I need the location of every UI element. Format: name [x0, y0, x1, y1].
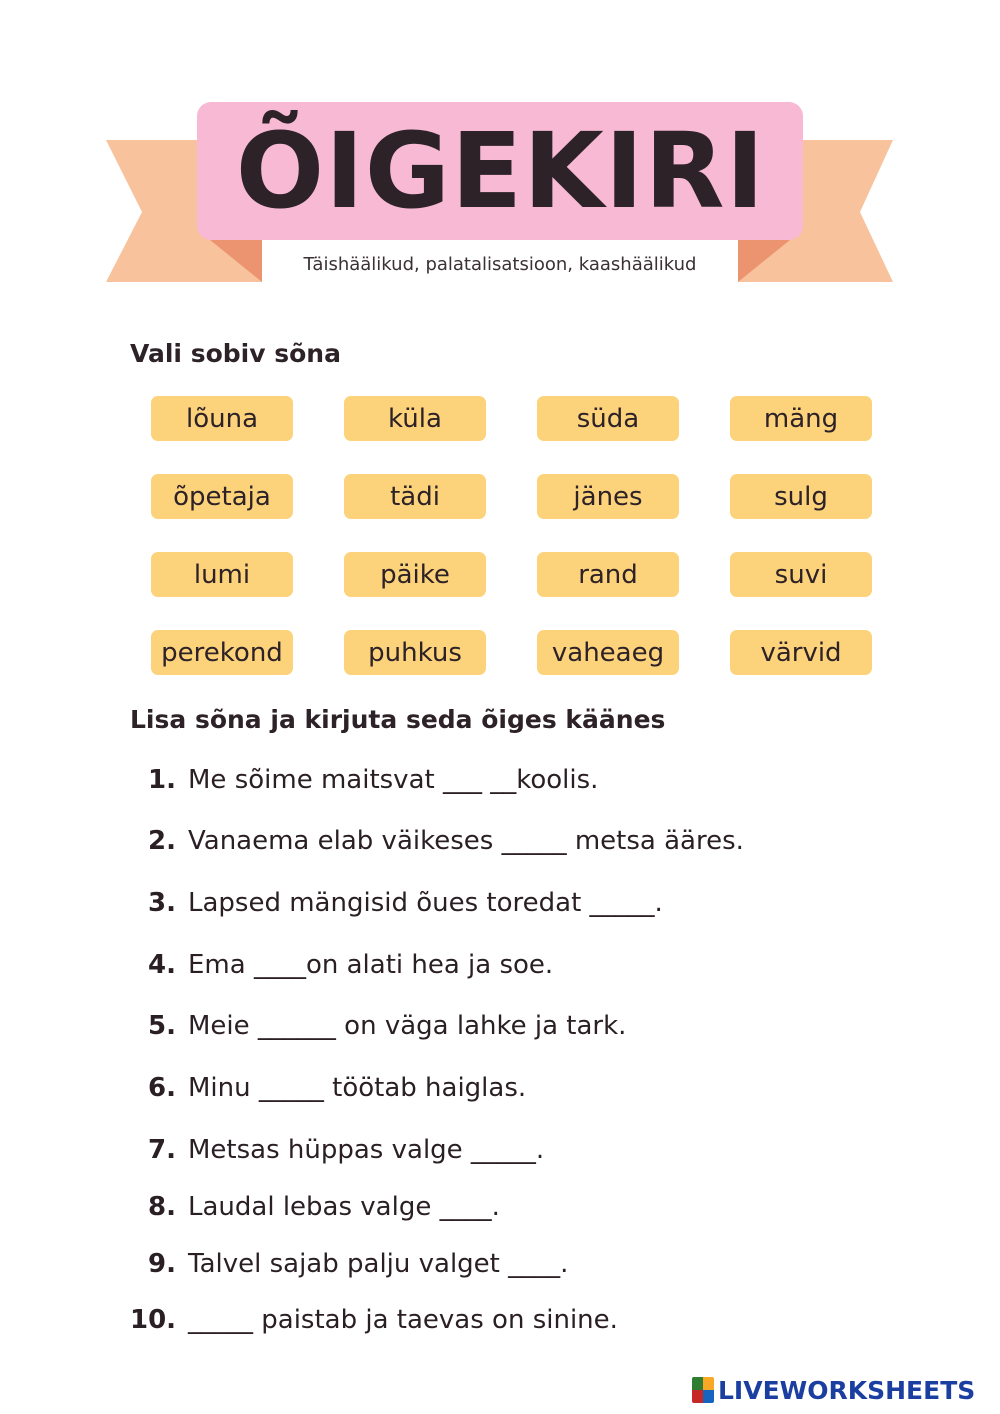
sentence-text[interactable]: Metsas hüppas valge _____.	[188, 1135, 545, 1165]
sentence-item	[130, 821, 910, 861]
word-chip-kula[interactable]: küla	[344, 396, 486, 441]
word-chip-opetaja[interactable]: õpetaja	[151, 474, 293, 519]
sentence-text[interactable]: Talvel sajab palju valget ____.	[188, 1249, 569, 1279]
word-chip-janes[interactable]: jänes	[537, 474, 679, 519]
sentence-number: 5.	[148, 1011, 176, 1041]
word-chip-suvi[interactable]: suvi	[730, 552, 872, 597]
sentence-number: 2.	[148, 826, 176, 856]
sentence-number: 10.	[130, 1305, 177, 1335]
word-chip-paike[interactable]: päike	[344, 552, 486, 597]
sentence-number: 3.	[148, 888, 176, 918]
sentence-number: 4.	[148, 950, 176, 980]
word-bank-heading: Vali sobiv sõna	[130, 339, 341, 368]
sentence-item	[130, 945, 910, 985]
liveworksheets-logo	[692, 1374, 975, 1406]
sentence-text[interactable]: Vanaema elab väikeses _____ metsa ääres.	[188, 826, 744, 856]
sentence-number: 9.	[148, 1249, 176, 1279]
sentence-number: 1.	[148, 765, 176, 795]
title-banner	[0, 0, 1000, 300]
sentence-text[interactable]: _____ paistab ja taevas on sinine.	[188, 1305, 618, 1335]
page-subtitle: Täishäälikud, palatalisatsioon, kaashäälikud	[303, 254, 697, 275]
word-chip-tadi[interactable]: tädi	[344, 474, 486, 519]
sentences-heading: Lisa sõna ja kirjuta seda õiges käänes	[130, 705, 666, 734]
word-chip-louna[interactable]: lõuna	[151, 396, 293, 441]
sentence-text[interactable]: Laudal lebas valge ____.	[188, 1192, 500, 1222]
liveworksheets-mark-icon	[692, 1377, 714, 1403]
sentence-text[interactable]: Lapsed mängisid õues toredat _____.	[188, 888, 663, 918]
sentence-number: 8.	[148, 1192, 176, 1222]
word-bank	[151, 396, 873, 675]
sentence-number: 6.	[148, 1073, 176, 1103]
sentence-number: 7.	[148, 1135, 176, 1165]
sentence-text[interactable]: Meie ______ on väga lahke ja tark.	[188, 1011, 627, 1041]
sentence-item	[130, 1187, 910, 1227]
word-chip-vaheaeg[interactable]: vaheaeg	[537, 630, 679, 675]
sentence-item	[130, 760, 910, 800]
liveworksheets-brand: LIVEWORKSHEETS	[718, 1375, 976, 1405]
word-chip-perekond[interactable]: perekond	[151, 630, 293, 675]
sentence-item	[130, 1244, 910, 1284]
page-title: ÕIGEKIRI	[235, 110, 766, 232]
word-chip-mang[interactable]: mäng	[730, 396, 872, 441]
sentence-item	[130, 883, 910, 923]
sentence-text[interactable]: Me sõime maitsvat ___ __koolis.	[188, 765, 599, 795]
word-chip-sulg[interactable]: sulg	[730, 474, 872, 519]
sentence-item	[130, 1130, 910, 1170]
sentence-item	[130, 1006, 910, 1046]
sentence-item	[130, 1300, 910, 1340]
word-chip-puhkus[interactable]: puhkus	[344, 630, 486, 675]
word-chip-suda[interactable]: süda	[537, 396, 679, 441]
sentence-item	[130, 1068, 910, 1108]
sentence-text[interactable]: Ema ____on alati hea ja soe.	[188, 950, 554, 980]
sentence-text[interactable]: Minu _____ töötab haiglas.	[188, 1073, 527, 1103]
word-chip-rand[interactable]: rand	[537, 552, 679, 597]
word-chip-lumi[interactable]: lumi	[151, 552, 293, 597]
word-chip-varvid[interactable]: värvid	[730, 630, 872, 675]
